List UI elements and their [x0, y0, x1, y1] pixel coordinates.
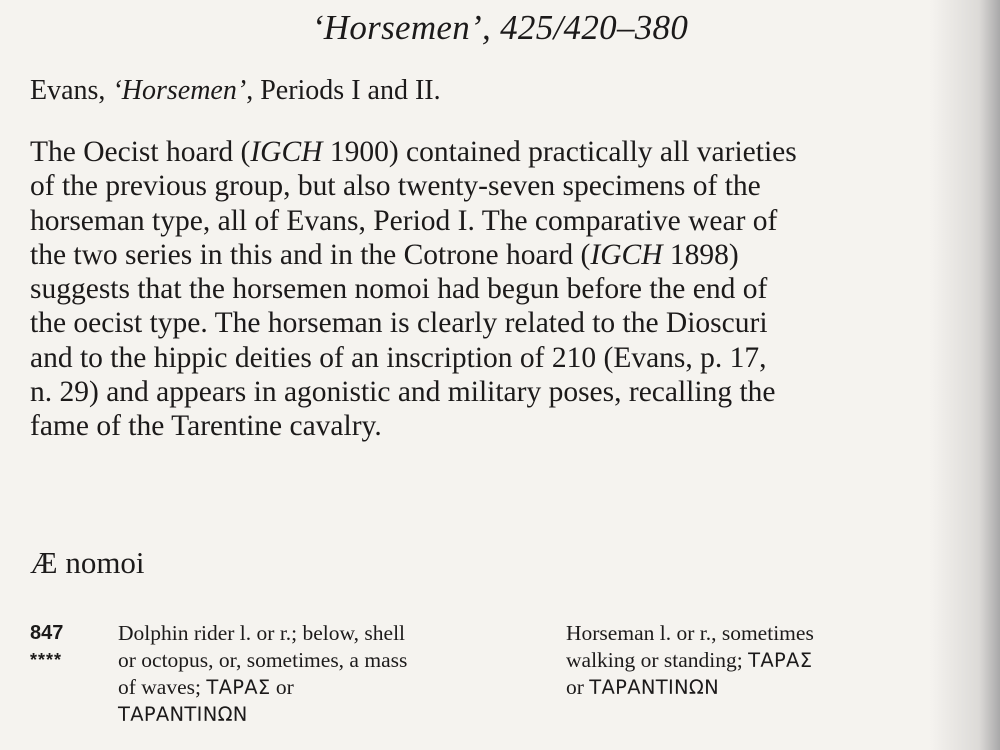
reverse-line: Horseman l. or r., sometimes — [566, 621, 814, 645]
greek-legend: ΤΑΡΑΝΤΙΝΩΝ — [589, 676, 719, 699]
greek-legend: ΤΑΡΑΣ — [206, 676, 271, 699]
body-line: n. 29) and appears in agonistic and military poses, recalling the — [30, 376, 776, 409]
body-line: horseman type, all of Evans, Period I. The comparative wear of — [30, 204, 778, 237]
subhead-suffix: , Periods I and II. — [246, 75, 441, 106]
obverse-line: or octopus, or, sometimes, a mass — [118, 648, 408, 672]
running-head: ‘Horsemen’, 425/420–380 — [311, 8, 689, 47]
subhead-prefix: Evans, — [30, 75, 113, 106]
subhead — [30, 75, 441, 107]
greek-legend: ΤΑΡΑΝΤΙΝΩΝ — [118, 703, 248, 726]
body-line: suggests that the horsemen nomoi had begun before the end of — [30, 273, 768, 306]
section-title: Æ nomoi — [30, 545, 145, 580]
body-line: the two series in this and in the Cotrone hoard (IGCH 1898) — [30, 238, 739, 271]
reverse-line: walking or standing; ΤΑΡΑΣ — [566, 648, 813, 672]
entry-number: 847 — [30, 622, 64, 644]
obverse-line — [118, 701, 538, 728]
subhead-italic: ‘Horsemen’ — [112, 75, 247, 106]
body-line: The Oecist hoard (IGCH 1900) contained practically all varieties — [30, 136, 797, 168]
body-line: the oecist type. The horseman is clearly related to the Dioscuri — [30, 307, 768, 340]
entry-obverse — [118, 620, 538, 728]
entry-rarity: **** — [30, 650, 63, 670]
obverse-line: of waves; ΤΑΡΑΣ or — [118, 675, 294, 699]
reverse-line: or ΤΑΡΑΝΤΙΝΩΝ — [566, 675, 719, 699]
body-line: and to the hippic deities of an inscription of 210 (Evans, p. 17, — [30, 341, 767, 374]
greek-legend: ΤΑΡΑΣ — [748, 649, 813, 672]
body-line: of the previous group, but also twenty-seven specimens of the — [30, 170, 761, 203]
body-paragraph — [30, 135, 980, 444]
body-line: fame of the Tarentine cavalry. — [30, 410, 382, 443]
entry-reverse — [566, 620, 966, 701]
obverse-line: Dolphin rider l. or r.; below, shell — [118, 621, 406, 645]
